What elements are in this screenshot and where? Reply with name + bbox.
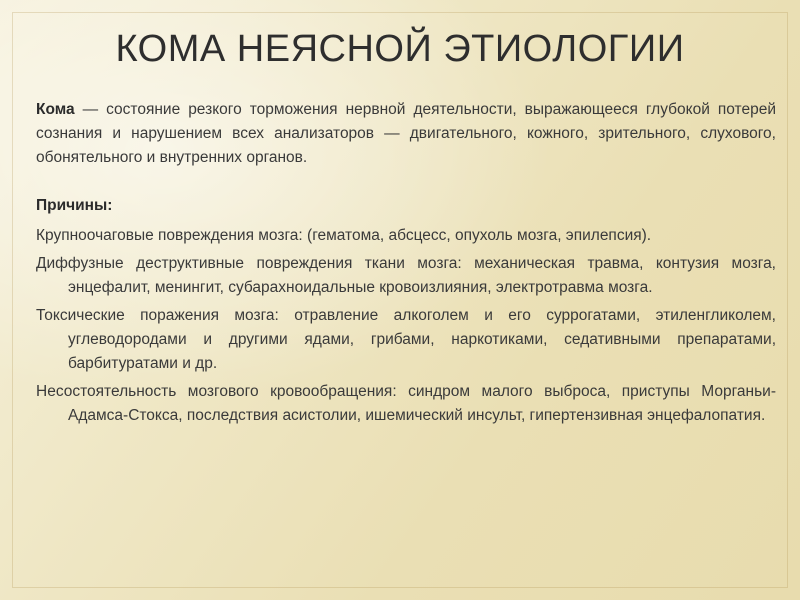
definition-term: Кома [36, 101, 75, 118]
cause-item-diffuse-damage: Диффузные деструктивные повреждения ткани мозга: механическая травма, контузия мозга, энцефалит, менингит, субарахноидальные кровоизлияния, электротравма мозга. [36, 255, 776, 296]
slide-content [36, 98, 776, 432]
coma-definition [36, 98, 776, 170]
cause-item-circulatory-failure: Несостоятельность мозгового кровообращения: синдром малого выброса, приступы Морганьи-Адамса-Стокса, последствия асистолии, ишемический инсульт, гипертензивная энцефалопатия. [36, 383, 776, 424]
slide-title: КОМА НЕЯСНОЙ ЭТИОЛОГИИ [115, 28, 685, 70]
definition-text: — состояние резкого торможения нервной деятельности, выражающееся глубокой потерей сознания и нарушением всех анализаторов — двигательного, кожного, зрительного, слухового, обонятельного и внутренних органов. [36, 101, 776, 166]
cause-item-toxic-lesions: Токсические поражения мозга: отравление алкоголем и его суррогатами, этиленгликолем, углеводородами и другими ядами, грибами, наркотиками, седативными препаратами, барбитуратами и др. [36, 307, 776, 372]
cause-item-focal-lesions: Крупноочаговые повреждения мозга: (гематома, абсцесс, опухоль мозга, эпилепсия). [36, 227, 652, 244]
causes-heading: Причины: [36, 197, 113, 214]
